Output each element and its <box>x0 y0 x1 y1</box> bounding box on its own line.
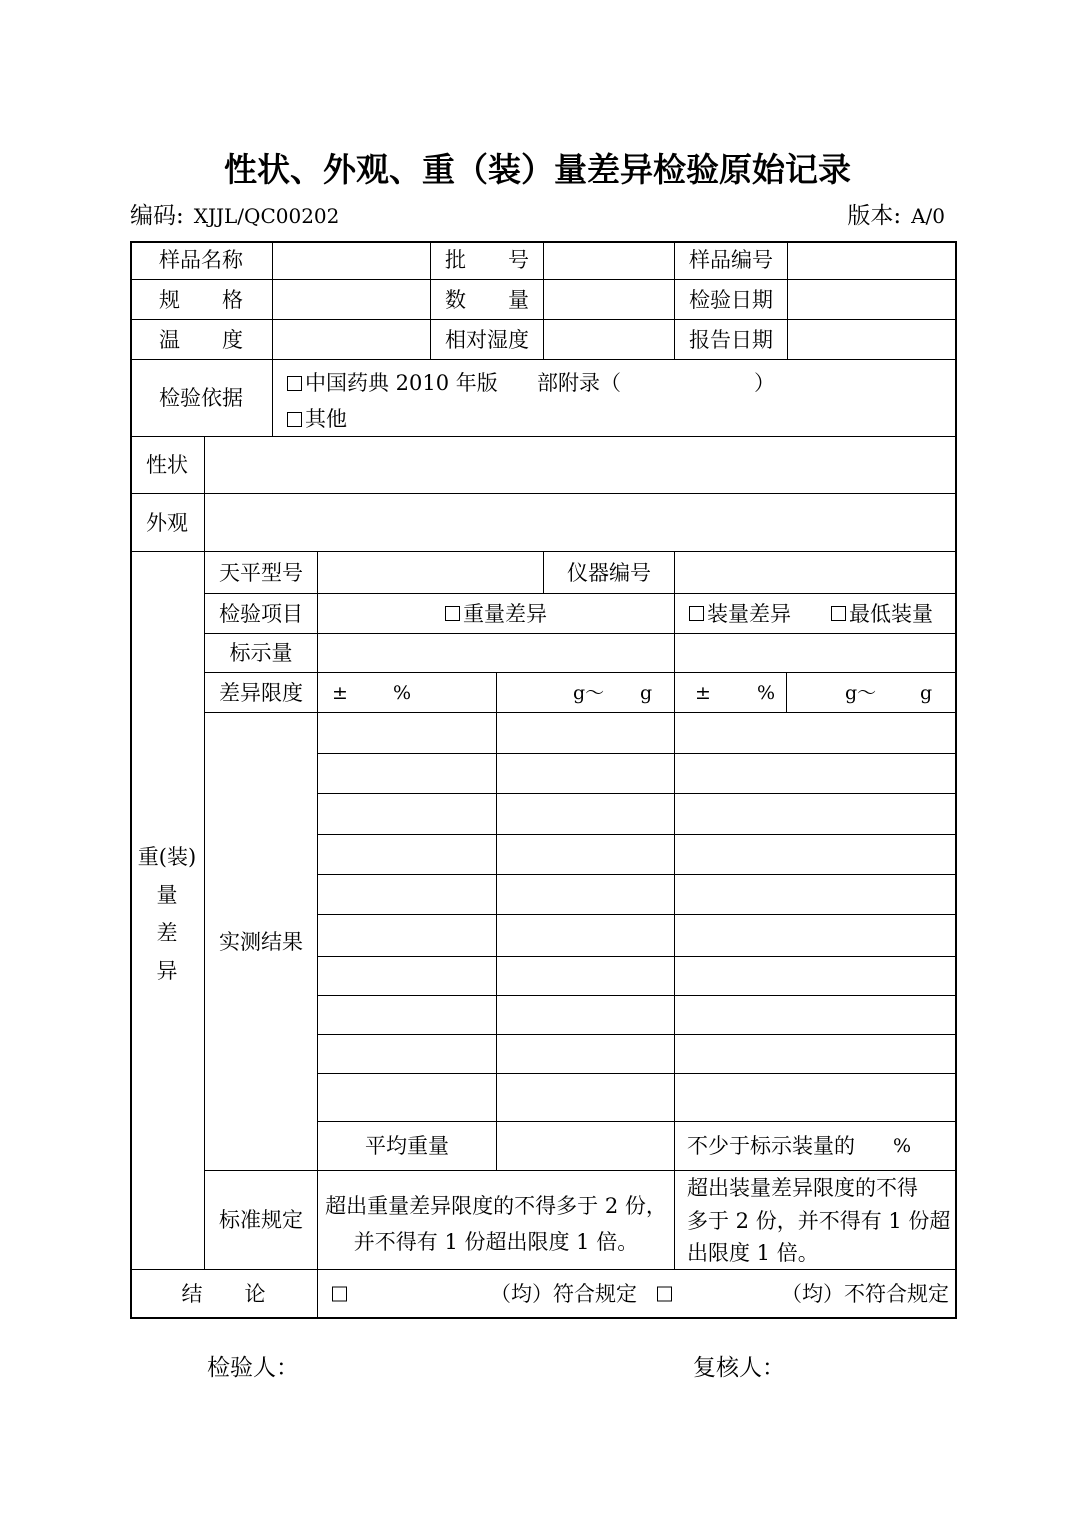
result-weight-cell[interactable] <box>497 794 675 835</box>
standard-filling-line: 多于 2 份，并不得有 1 份超 <box>687 1208 951 1233</box>
sample-no-field[interactable] <box>788 241 957 280</box>
other-checkbox[interactable] <box>287 412 302 427</box>
result-weight-cell[interactable] <box>318 754 497 794</box>
weight-variation-checkbox[interactable] <box>445 606 460 621</box>
result-filling-cell[interactable] <box>675 1035 957 1074</box>
appendix-number-field[interactable] <box>623 371 748 395</box>
spec-label: 规 格 <box>130 280 273 320</box>
temperature-label: 温 度 <box>130 320 273 360</box>
sample-name-field[interactable] <box>273 241 431 280</box>
result-weight-cell[interactable] <box>497 754 675 794</box>
standard-filling-text <box>675 1171 957 1270</box>
variation-section-label <box>130 552 205 1270</box>
pharmacopoeia-label: 中国药典 2010 年版 <box>305 371 498 395</box>
result-filling-cell[interactable] <box>675 794 957 835</box>
filling-limit-range-field[interactable] <box>787 673 957 713</box>
result-filling-cell[interactable] <box>675 835 957 875</box>
conclusion-label: 结 论 <box>130 1270 318 1319</box>
standard-filling-paragraph <box>687 1172 950 1270</box>
result-filling-cell[interactable] <box>675 713 957 754</box>
filling-limit-percent-field[interactable] <box>675 673 787 713</box>
test-item-filling-cell <box>675 594 957 634</box>
min-filling-field[interactable] <box>675 1122 957 1171</box>
inspector-signature-label: 检验人： <box>207 1355 299 1381</box>
conclusion-fail-text: （均）不符合规定 <box>781 1282 949 1306</box>
result-weight-cell[interactable] <box>318 835 497 875</box>
test-date-label: 检验日期 <box>675 280 788 320</box>
result-filling-cell[interactable] <box>675 996 957 1035</box>
batch-no-field[interactable] <box>544 241 675 280</box>
weight-limit-percent-field[interactable] <box>318 673 497 713</box>
conclusion-options <box>318 1270 957 1319</box>
average-weight-label: 平均重量 <box>318 1122 497 1171</box>
document-version <box>847 202 945 230</box>
sample-no-label: 样品编号 <box>675 241 788 280</box>
batch-no-label: 批 号 <box>431 241 544 280</box>
standard-label: 标准规定 <box>205 1171 318 1270</box>
weight-limit-sign: ± <box>332 681 348 704</box>
balance-model-label: 天平型号 <box>205 552 318 594</box>
filling-limit-percent-unit: % <box>757 681 776 704</box>
result-filling-cell[interactable] <box>675 875 957 915</box>
weight-limit-range-to-unit: g <box>640 681 653 704</box>
min-fill-checkbox[interactable] <box>831 606 846 621</box>
conclusion-pass-text: （均）符合规定 <box>490 1282 637 1306</box>
result-filling-cell[interactable] <box>675 1074 957 1122</box>
reviewer-signature-field[interactable] <box>786 1354 986 1382</box>
test-item-filling-option[interactable] <box>689 602 791 626</box>
sample-name-label: 样品名称 <box>130 241 273 280</box>
filling-limit-sign: ± <box>695 681 711 704</box>
document-code-value: XJJL/QC00202 <box>193 204 340 228</box>
appendix-open-text: 部附录（ <box>537 371 621 395</box>
result-weight-cell[interactable] <box>497 1035 675 1074</box>
average-weight-field[interactable] <box>497 1122 675 1171</box>
appendix-close-text: ） <box>754 371 775 395</box>
instrument-no-label: 仪器编号 <box>544 552 675 594</box>
result-weight-cell[interactable] <box>497 957 675 996</box>
document-code <box>130 202 339 230</box>
inspector-signature-field[interactable] <box>300 1354 500 1382</box>
result-weight-cell[interactable] <box>318 875 497 915</box>
basis-option-other[interactable] <box>287 407 347 431</box>
variation-section-label-line: 异 <box>156 958 178 983</box>
min-filling-text: 不少于标示装量的 <box>687 1134 855 1158</box>
balance-model-field[interactable] <box>318 552 544 594</box>
appearance-label: 外观 <box>130 494 205 552</box>
variation-section-label-line: 重(装) <box>137 844 197 869</box>
labeled-amount-filling-field[interactable] <box>675 634 957 673</box>
filling-limit-range-from-unit: g～ <box>845 681 877 704</box>
report-date-label: 报告日期 <box>675 320 788 360</box>
conclusion-fail-checkbox[interactable] <box>657 1287 672 1302</box>
standard-filling-line: 出限度 1 倍。 <box>687 1241 819 1265</box>
test-item-weight-option[interactable] <box>445 602 547 626</box>
result-filling-cell[interactable] <box>675 915 957 957</box>
result-weight-cell[interactable] <box>318 996 497 1035</box>
temperature-field[interactable] <box>273 320 431 360</box>
min-fill-label: 最低装量 <box>849 601 933 626</box>
conclusion-pass-checkbox[interactable] <box>332 1287 347 1302</box>
filling-variation-label: 装量差异 <box>707 601 791 626</box>
test-item-weight-cell <box>318 594 675 634</box>
standard-filling-line: 超出装量差异限度的不得 <box>687 1176 918 1200</box>
filling-variation-checkbox[interactable] <box>689 606 704 621</box>
weight-limit-percent-unit: % <box>393 681 412 704</box>
result-weight-cell[interactable] <box>318 1035 497 1074</box>
result-weight-cell[interactable] <box>497 835 675 875</box>
weight-limit-range-field[interactable] <box>497 673 675 713</box>
result-filling-cell[interactable] <box>675 754 957 794</box>
pharmacopoeia-checkbox[interactable] <box>287 376 302 391</box>
result-weight-cell[interactable] <box>318 1074 497 1122</box>
results-label: 实测结果 <box>205 713 318 1171</box>
character-label: 性状 <box>130 437 205 494</box>
weight-variation-label: 重量差异 <box>463 601 547 626</box>
standard-weight-paragraph <box>318 1188 674 1260</box>
result-weight-cell[interactable] <box>318 713 497 754</box>
filling-limit-range-to-unit: g <box>920 681 933 704</box>
result-weight-cell[interactable] <box>497 875 675 915</box>
result-weight-cell[interactable] <box>497 1074 675 1122</box>
labeled-amount-weight-field[interactable] <box>318 634 675 673</box>
standard-weight-line: 超出重量差异限度的不得多于 2 份， <box>325 1194 667 1218</box>
standard-weight-text <box>318 1171 675 1270</box>
report-date-field[interactable] <box>788 320 957 360</box>
result-weight-cell[interactable] <box>497 713 675 754</box>
humidity-label: 相对湿度 <box>431 320 544 360</box>
limit-label: 差异限度 <box>205 673 318 713</box>
quantity-label: 数 量 <box>431 280 544 320</box>
reviewer-signature-label: 复核人： <box>693 1355 785 1381</box>
result-weight-cell[interactable] <box>497 915 675 957</box>
variation-section-label-line: 差 <box>156 920 178 945</box>
humidity-field[interactable] <box>544 320 675 360</box>
page-title: 性状、外观、重（装）量差异检验原始记录 <box>224 150 851 189</box>
result-weight-cell[interactable] <box>318 957 497 996</box>
document-version-value: A/0 <box>911 204 945 228</box>
standard-weight-line: 并不得有 1 份超出限度 1 倍。 <box>353 1230 639 1254</box>
result-filling-cell[interactable] <box>675 957 957 996</box>
instrument-no-field[interactable] <box>675 552 957 594</box>
basis-option-pharmacopoeia[interactable] <box>287 371 498 395</box>
spec-field[interactable] <box>273 280 431 320</box>
basis-label: 检验依据 <box>130 360 273 437</box>
test-item-min-fill-option[interactable] <box>831 602 933 626</box>
document-code-label: 编码: <box>130 203 184 229</box>
basis-options <box>273 360 957 437</box>
weight-limit-range-from-unit: g～ <box>573 681 605 704</box>
character-field[interactable] <box>205 437 957 494</box>
appearance-field[interactable] <box>205 494 957 552</box>
test-date-field[interactable] <box>788 280 957 320</box>
document-version-label: 版本: <box>847 203 902 229</box>
variation-section-label-line: 量 <box>156 882 178 907</box>
quantity-field[interactable] <box>544 280 675 320</box>
test-item-label: 检验项目 <box>205 594 318 634</box>
other-label: 其他 <box>305 407 347 431</box>
min-filling-unit: % <box>893 1135 912 1157</box>
result-weight-cell[interactable] <box>318 794 497 835</box>
result-weight-cell[interactable] <box>497 996 675 1035</box>
result-weight-cell[interactable] <box>318 915 497 957</box>
labeled-amount-label: 标示量 <box>205 634 318 673</box>
